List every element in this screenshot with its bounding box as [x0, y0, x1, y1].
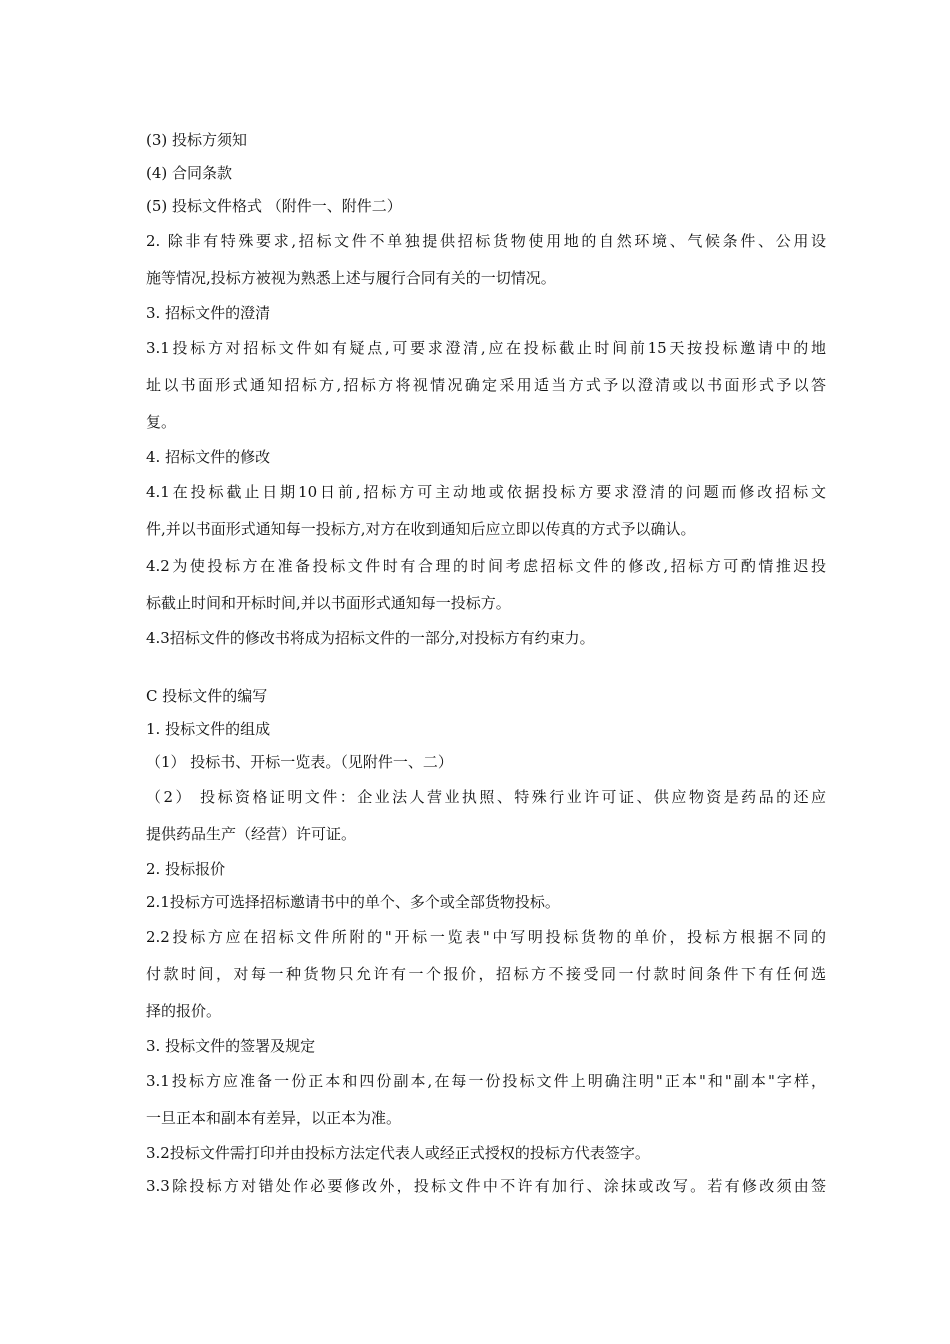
paragraph-line: 标截止时间和开标时间,并以书面形式通知每一投标方。	[146, 594, 511, 612]
paragraph-line: 4.2为使投标方在准备投标文件时有合理的时间考虑招标文件的修改,招标方可酌情推迟投	[146, 557, 826, 575]
section-heading: 4. 招标文件的修改	[146, 448, 271, 466]
list-item: （2） 投标资格证明文件：企业法人营业执照、特殊行业许可证、供应物资是药品的还应	[146, 788, 826, 806]
section-spacer	[146, 655, 826, 680]
paragraph-line: 施等情况,投标方被视为熟悉上述与履行合同有关的一切情况。	[146, 269, 556, 287]
paragraph-line: 2.1投标方可选择招标邀请书中的单个、多个或全部货物投标。	[146, 893, 560, 911]
section-heading: 1. 投标文件的组成	[146, 720, 271, 738]
paragraph-line: 3.1投标方对招标文件如有疑点,可要求澄清,应在投标截止时间前15天按投标邀请中的地	[146, 339, 826, 357]
list-item-3: (3) 投标方须知	[146, 131, 248, 149]
document-body	[146, 124, 826, 1203]
paragraph-line: 择的报价。	[146, 1002, 222, 1020]
list-item-4: (4) 合同条款	[146, 164, 233, 182]
section-heading: 2. 投标报价	[146, 860, 226, 878]
paragraph-line: 3.1投标方应准备一份正本和四份副本,在每一份投标文件上明确注明"正本"和"副本"字样，	[146, 1072, 826, 1090]
section-heading: 3. 投标文件的签署及规定	[146, 1037, 316, 1055]
list-item-5: (5) 投标文件格式 （附件一、附件二）	[146, 197, 402, 215]
section-heading: C 投标文件的编写	[146, 687, 268, 705]
list-item: （1） 投标书、开标一览表。（见附件一、二）	[146, 753, 453, 771]
paragraph-line: 3.2投标文件需打印并由投标方法定代表人或经正式授权的投标方代表签字。	[146, 1144, 650, 1162]
paragraph-line: 一旦正本和副本有差异，以正本为准。	[146, 1109, 402, 1127]
paragraph-line: 付款时间，对每一种货物只允许有一个报价，招标方不接受同一付款时间条件下有任何选	[146, 965, 826, 983]
paragraph-line: 4.1在投标截止日期10日前,招标方可主动地或依据投标方要求澄清的问题而修改招标文	[146, 483, 826, 501]
paragraph-line: 提供药品生产（经营）许可证。	[146, 825, 357, 843]
paragraph-line: 件,并以书面形式通知每一投标方,对方在收到通知后应立即以传真的方式予以确认。	[146, 520, 696, 538]
paragraph-line: 4.3招标文件的修改书将成为招标文件的一部分,对投标方有约束力。	[146, 629, 595, 647]
paragraph-line: 2. 除非有特殊要求,招标文件不单独提供招标货物使用地的自然环境、气候条件、公用设	[146, 232, 826, 250]
paragraph-line: 2.2投标方应在招标文件所附的"开标一览表"中写明投标货物的单价，投标方根据不同的	[146, 928, 826, 946]
paragraph-line: 3.3除投标方对错处作必要修改外，投标文件中不许有加行、涂抹或改写。若有修改须由签	[146, 1177, 826, 1195]
section-heading: 3. 招标文件的澄清	[146, 304, 271, 322]
paragraph-line: 复。	[146, 413, 177, 431]
paragraph-line: 址以书面形式通知招标方,招标方将视情况确定采用适当方式予以澄清或以书面形式予以答	[146, 376, 826, 394]
